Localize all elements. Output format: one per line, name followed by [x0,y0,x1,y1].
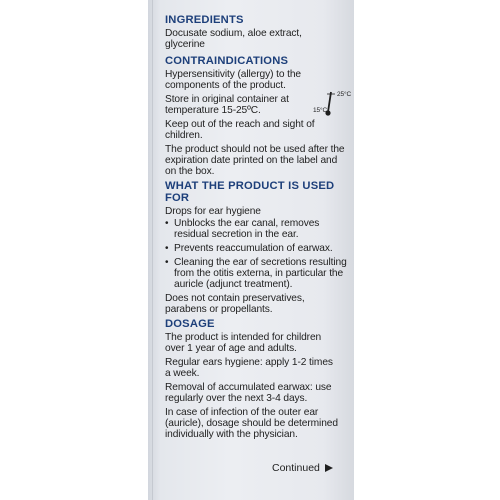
ingredients-text: Docusate sodium, aloe extract, glycerine [165,28,302,50]
list-item-text: Unblocks the ear canal, removes residual secretion in the ear. [174,218,320,240]
list-item [165,243,347,254]
dosage-age-text: The product is intended for children over 1 year of age and adults. [165,332,322,354]
contraindications-heading: CONTRAINDICATIONS [165,55,289,67]
hypersensitivity-text: Hypersensitivity (allergy) to the components of the product. [165,69,301,91]
dosage-infection-text: In case of infection of the outer ear (auricle), dosage should be determined individually with the physician. [165,407,338,440]
bullet-icon: • [165,218,169,229]
panel-edge [152,0,153,500]
temp-high-label: 25°C [337,91,352,98]
temp-low-label: 15°C [313,107,328,114]
thermometer-icon [313,88,353,118]
dosage-heading: DOSAGE [165,318,215,330]
list-item-text: Prevents reaccumulation of earwax. [174,243,333,254]
leaflet-content [165,14,352,443]
dosage-regular-text: Regular ears hygiene: apply 1-2 times a week. [165,357,333,379]
play-arrow-icon [324,463,334,473]
ingredients-heading: INGREDIENTS [165,14,244,26]
usage-intro: Drops for ear hygiene [165,206,261,217]
no-preservatives-text: Does not contain preservatives, parabens or propellants. [165,293,305,315]
list-item [165,257,347,290]
list-item-text: Cleaning the ear of secretions resulting from the otitis externa, in particular the auricle (adjunct treatment). [174,257,347,290]
bullet-icon: • [165,243,169,254]
list-item [165,218,347,240]
storage-text: Store in original container at temperature 15-25ºC. [165,94,289,116]
bullet-icon: • [165,257,169,268]
expiration-text: The product should not be used after the expiration date printed on the label and on the box. [165,144,345,177]
continued-label: Continued [272,462,320,474]
dosage-removal-text: Removal of accumulated earwax: use regularly over the next 3-4 days. [165,382,332,404]
usage-heading: WHAT THE PRODUCT IS USED FOR [165,180,335,204]
usage-list [165,218,347,290]
keep-away-text: Keep out of the reach and sight of children. [165,119,315,141]
storage-row [165,91,352,116]
